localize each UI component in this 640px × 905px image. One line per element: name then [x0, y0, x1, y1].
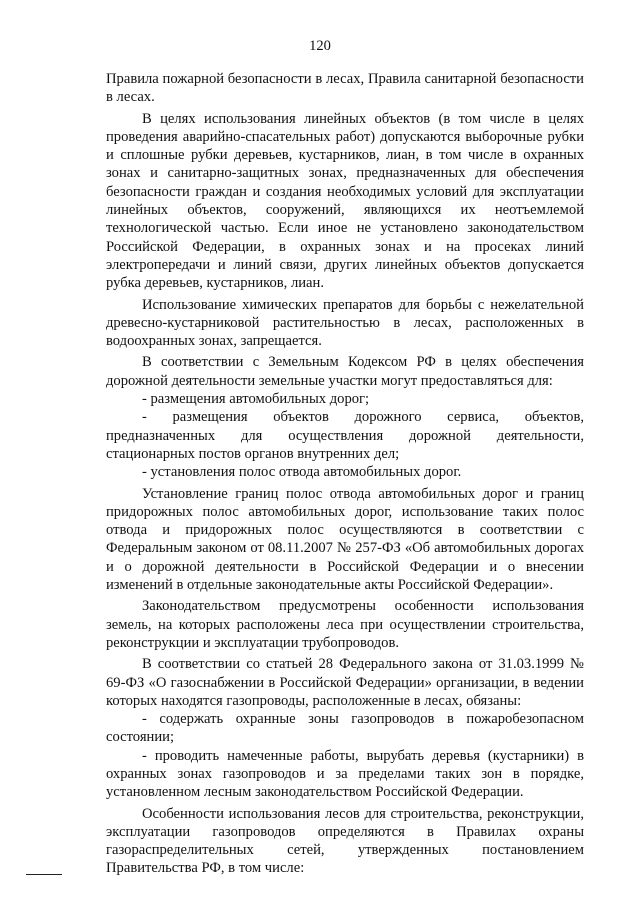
paragraph-chemicals: Использование химических препаратов для борьбы с нежелательной древесно-кустарниковой растительностью в лесах, расположенных в водоохранных зонах, запрещается. [106, 296, 584, 350]
list-item-right-of-way: - установления полос отвода автомобильных дорог. [142, 464, 462, 481]
paragraph-continuation: Правила пожарной безопасности в лесах, Правила санитарной безопасности в лесах. [106, 71, 584, 106]
list-item-fire-safety: - содержать охранные зоны газопроводов в пожаробезопасном состоянии; [106, 711, 584, 746]
paragraph-land-code: В соответствии с Земельным Кодексом РФ в целях обеспечения дорожной деятельности земельные участки могут предоставляться для: [106, 354, 584, 389]
list-item-road-service: - размещения объектов дорожного сервиса, объектов, предназначенных для осуществления дорожной деятельности, стационарных постов органов внутренних дел; [106, 409, 584, 462]
paragraph-gas-law: В соответствии со статьей 28 Федерального закона от 31.03.1999 № 69-ФЗ «О газоснабжении в Российской Федерации» организации, в ведении которых находятся газопроводы, расположенные в лесах, обязаны: [106, 656, 584, 709]
paragraph-linear-objects: В целях использования линейных объектов (в том числе в целях проведения аварийно-спасательных работ) допускаются выборочные рубки и сплошные рубки деревьев, кустарников, лиан, в том числе в охранных зонах и санитарно-защитных зонах, предназначенных для обеспечения безопасности граждан и создания необходимых условий для эксплуатации линейных объектов, сооружений, являющихся их неотъемлемой технологической частью. Если иное не установлено законодательством Российской Федерации, в охранных зонах и на просеках линий электропередачи и линий связи, других линейных объектов допускается рубка деревьев, кустарников, лиан. [106, 110, 584, 292]
page-number: 120 [309, 38, 331, 54]
body-text [106, 70, 584, 881]
footnote-divider [26, 874, 62, 875]
list-item-roads: - размещения автомобильных дорог; [142, 391, 370, 408]
paragraph-boundaries: Установление границ полос отвода автомобильных дорог и границ придорожных полос автомобильных дорог, использование таких полос отвода и придорожных полос осуществляются в соответствии с Федеральным законом от 08.11.2007 № 257-ФЗ «Об автомобильных дорогах и о дорожной деятельности в Российской Федерации и о внесении изменений в отдельные законодательные акты Российской Федерации». [106, 485, 584, 594]
paragraph-gas-rules: Особенности использования лесов для строительства, реконструкции, эксплуатации газопроводов определяются в Правилах охраны газораспределительных сетей, утвержденных постановлением Правительства РФ, в том числе: [106, 805, 584, 877]
paragraph-pipelines: Законодательством предусмотрены особенности использования земель, на которых расположены леса при осуществлении строительства, реконструкции и эксплуатации трубопроводов. [106, 598, 584, 651]
list-item-clearing: - проводить намеченные работы, вырубать деревья (кустарники) в охранных зонах газопроводов и за пределами таких зон в порядке, установленном лесным законодательством Российской Федерации. [106, 747, 584, 801]
